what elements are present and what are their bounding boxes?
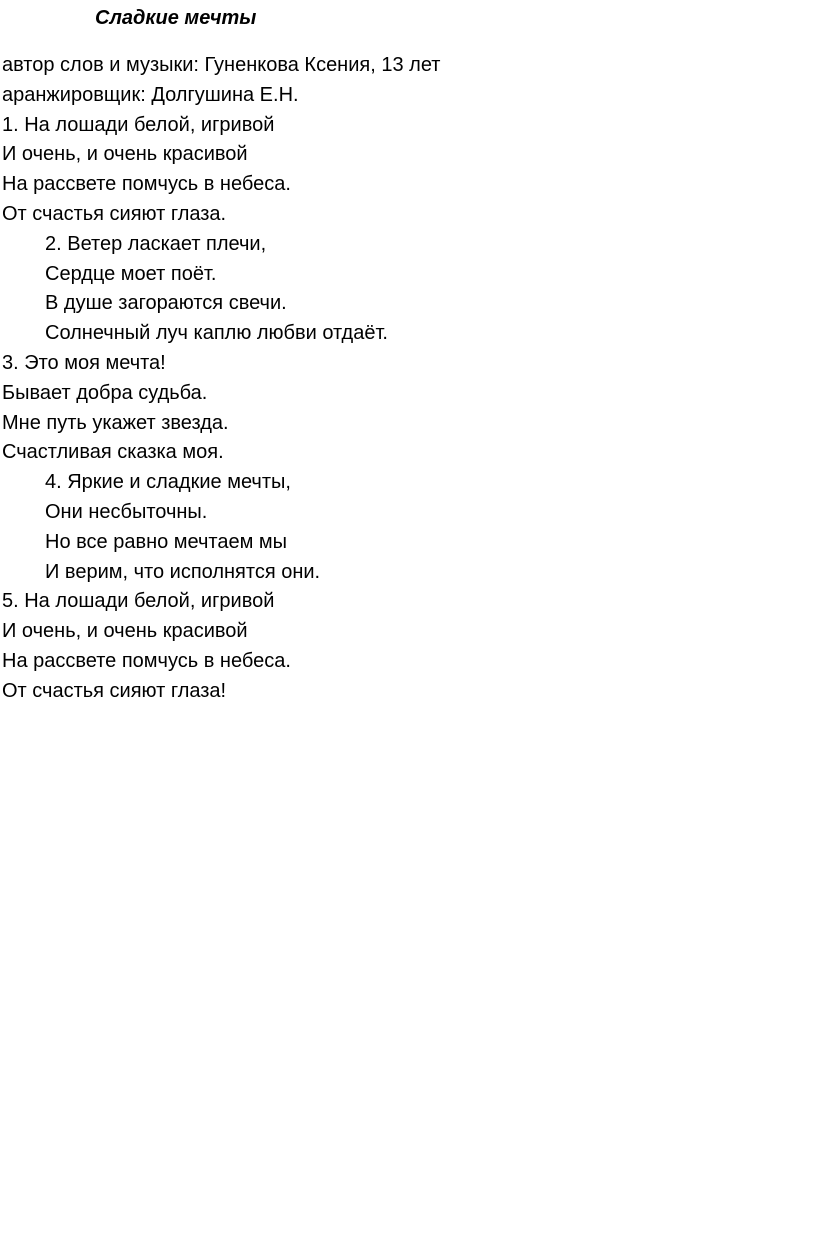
verse-line: На рассвете помчусь в небеса. [2, 173, 291, 196]
credits-line-arranger: аранжировщик: Долгушина Е.Н. [2, 83, 299, 106]
verse-line: 1. На лошади белой, игривой [2, 113, 275, 136]
verse-line: От счастья сияют глаза! [2, 679, 227, 702]
verse-line: Мне путь укажет звезда. [2, 411, 229, 434]
verse-5 [2, 587, 802, 706]
verse-line: Солнечный луч каплю любви отдаёт. [45, 322, 388, 345]
verse-line: От счастья сияют глаза. [2, 202, 227, 225]
credits-line-author: автор слов и музыки: Гуненкова Ксения, 13 лет [2, 54, 441, 76]
verse-line: Но все равно мечтаем мы [45, 530, 288, 553]
verse-line: И верим, что исполнятся они. [45, 560, 321, 583]
verse-2 [2, 230, 802, 349]
verse-line: 2. Ветер ласкает плечи, [45, 232, 267, 255]
verse-line: На рассвете помчусь в небеса. [2, 649, 291, 672]
verse-line: И очень, и очень красивой [2, 620, 248, 643]
verse-line: В душе загораются свечи. [45, 292, 287, 315]
verse-4 [2, 468, 802, 587]
verse-line: 5. На лошади белой, игривой [2, 590, 275, 613]
verse-line: Они несбыточны. [45, 500, 208, 523]
verse-line: Счастливая сказка моя. [2, 441, 224, 464]
verse-line: Сердце моет поёт. [45, 262, 217, 285]
lyrics-body [2, 51, 802, 707]
verse-line: И очень, и очень красивой [2, 143, 248, 166]
verse-1 [2, 111, 802, 230]
verse-line: 3. Это моя мечта! [2, 351, 166, 374]
verse-3 [2, 349, 802, 468]
verse-line: Бывает добра судьба. [2, 381, 208, 404]
verse-line: 4. Яркие и сладкие мечты, [45, 471, 291, 494]
document-title: Сладкие мечты [95, 7, 257, 29]
